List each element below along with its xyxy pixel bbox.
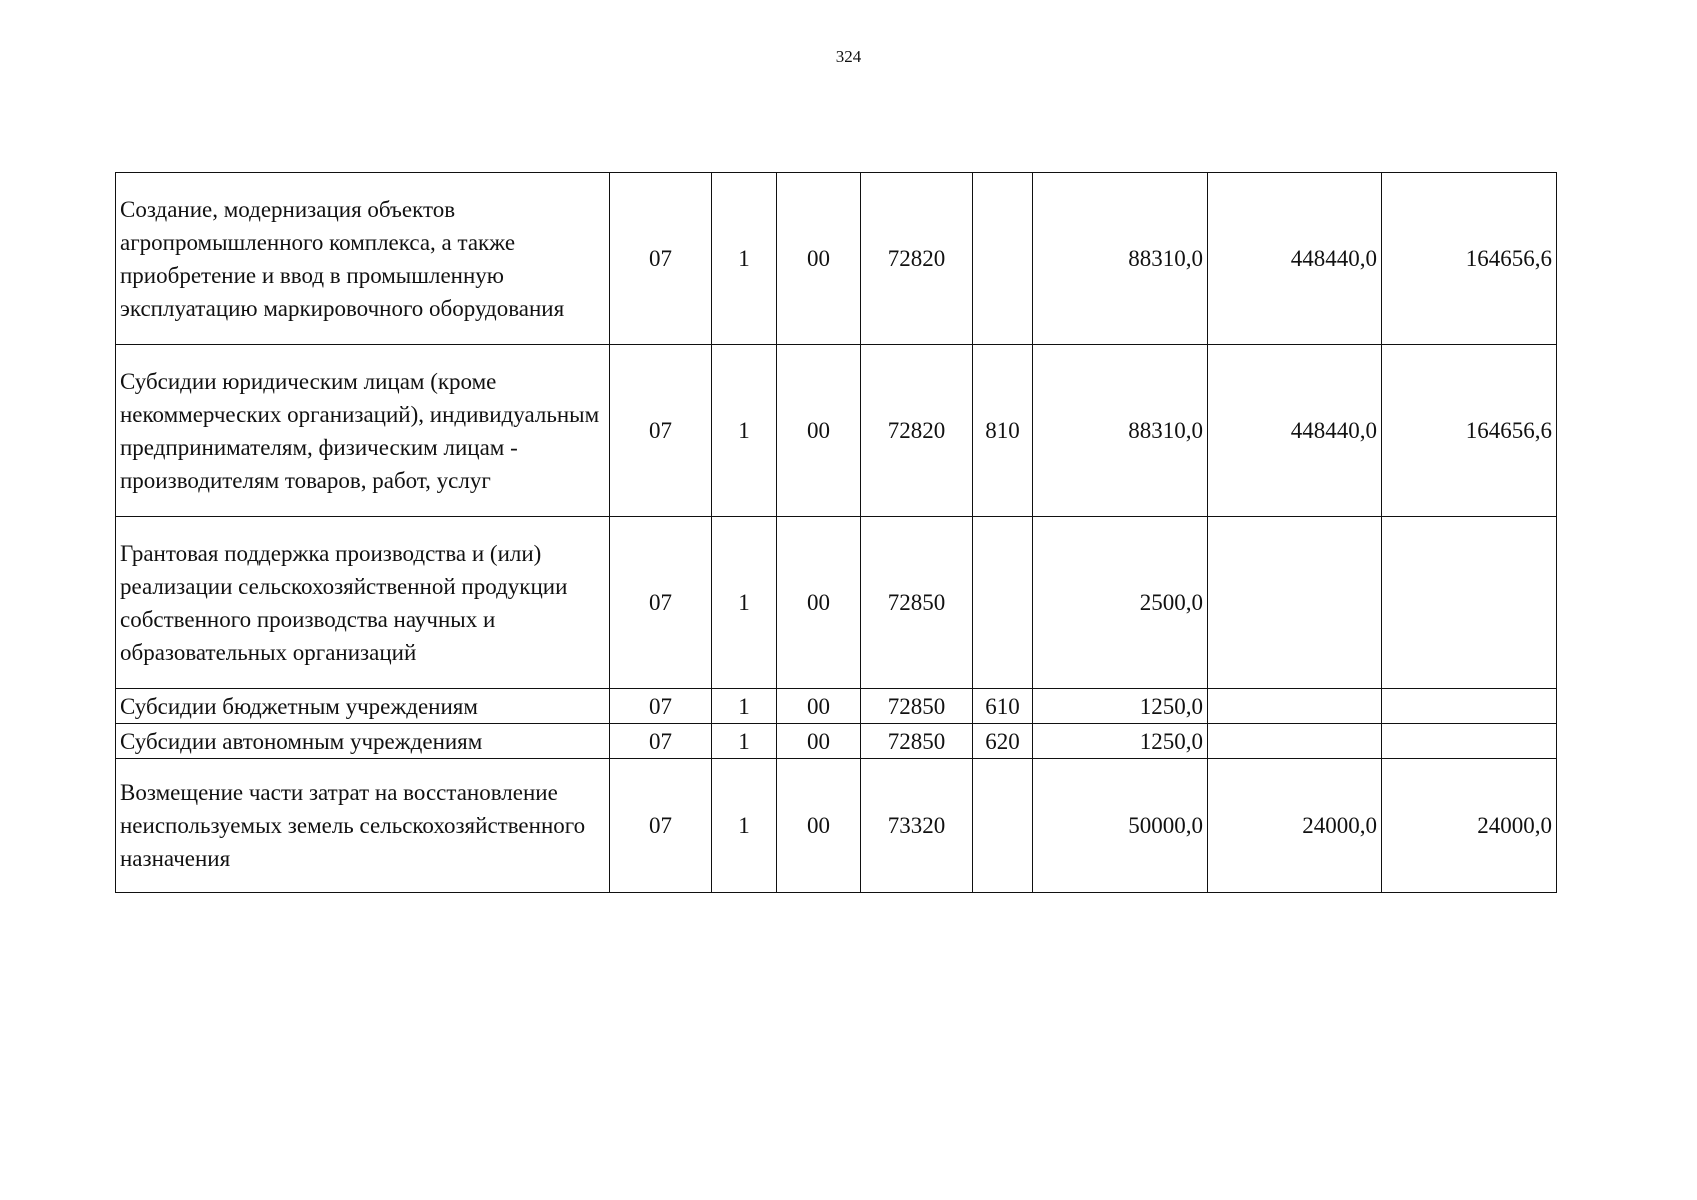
expense-type-code: 610 [973, 689, 1033, 724]
amount-year-3 [1382, 689, 1557, 724]
row-description: Субсидии юридическим лицам (кроме некоммерческих организаций), индивидуальным предпринимателям, физическим лицам - производителям товаров, работ, услуг [116, 345, 610, 517]
amount-year-1: 1250,0 [1033, 724, 1208, 759]
target-article-code: 72820 [861, 345, 973, 517]
row-description: Субсидии бюджетным учреждениям [116, 689, 610, 724]
amount-year-1: 88310,0 [1033, 345, 1208, 517]
section-code: 07 [610, 517, 712, 689]
page-number: 324 [835, 47, 862, 66]
amount-year-2: 448440,0 [1208, 345, 1382, 517]
section-code: 07 [610, 689, 712, 724]
expense-type-code [973, 173, 1033, 345]
amount-year-2 [1208, 724, 1382, 759]
amount-year-2 [1208, 517, 1382, 689]
amount-year-1: 2500,0 [1033, 517, 1208, 689]
amount-year-1: 1250,0 [1033, 689, 1208, 724]
program-code: 1 [712, 173, 777, 345]
section-code: 07 [610, 173, 712, 345]
subprogram-code: 00 [777, 173, 861, 345]
row-description: Создание, модернизация объектов агропромышленного комплекса, а также приобретение и ввод в промышленную эксплуатацию маркировочного оборудования [116, 173, 610, 345]
expense-type-code: 810 [973, 345, 1033, 517]
budget-table [115, 172, 1557, 893]
program-code: 1 [712, 517, 777, 689]
program-code: 1 [712, 759, 777, 893]
section-code: 07 [610, 724, 712, 759]
target-article-code: 72850 [861, 724, 973, 759]
amount-year-2: 24000,0 [1208, 759, 1382, 893]
subprogram-code: 00 [777, 345, 861, 517]
table-row [116, 759, 1557, 893]
subprogram-code: 00 [777, 689, 861, 724]
row-description: Субсидии автономным учреждениям [116, 724, 610, 759]
amount-year-3: 24000,0 [1382, 759, 1557, 893]
program-code: 1 [712, 724, 777, 759]
target-article-code: 72820 [861, 173, 973, 345]
table-row [116, 517, 1557, 689]
subprogram-code: 00 [777, 724, 861, 759]
table-row [116, 724, 1557, 759]
amount-year-3: 164656,6 [1382, 173, 1557, 345]
expense-type-code [973, 759, 1033, 893]
table-row [116, 345, 1557, 517]
amount-year-1: 88310,0 [1033, 173, 1208, 345]
table-row [116, 173, 1557, 345]
expense-type-code [973, 517, 1033, 689]
target-article-code: 72850 [861, 689, 973, 724]
amount-year-3 [1382, 517, 1557, 689]
section-code: 07 [610, 759, 712, 893]
row-description: Грантовая поддержка производства и (или) реализации сельскохозяйственной продукции собственного производства научных и образовательных организаций [116, 517, 610, 689]
program-code: 1 [712, 689, 777, 724]
target-article-code: 72850 [861, 517, 973, 689]
amount-year-2 [1208, 689, 1382, 724]
amount-year-3: 164656,6 [1382, 345, 1557, 517]
subprogram-code: 00 [777, 759, 861, 893]
expense-type-code: 620 [973, 724, 1033, 759]
amount-year-1: 50000,0 [1033, 759, 1208, 893]
amount-year-3 [1382, 724, 1557, 759]
section-code: 07 [610, 345, 712, 517]
subprogram-code: 00 [777, 517, 861, 689]
row-description: Возмещение части затрат на восстановление неиспользуемых земель сельскохозяйственного назначения [116, 759, 610, 893]
target-article-code: 73320 [861, 759, 973, 893]
amount-year-2: 448440,0 [1208, 173, 1382, 345]
program-code: 1 [712, 345, 777, 517]
table-row [116, 689, 1557, 724]
